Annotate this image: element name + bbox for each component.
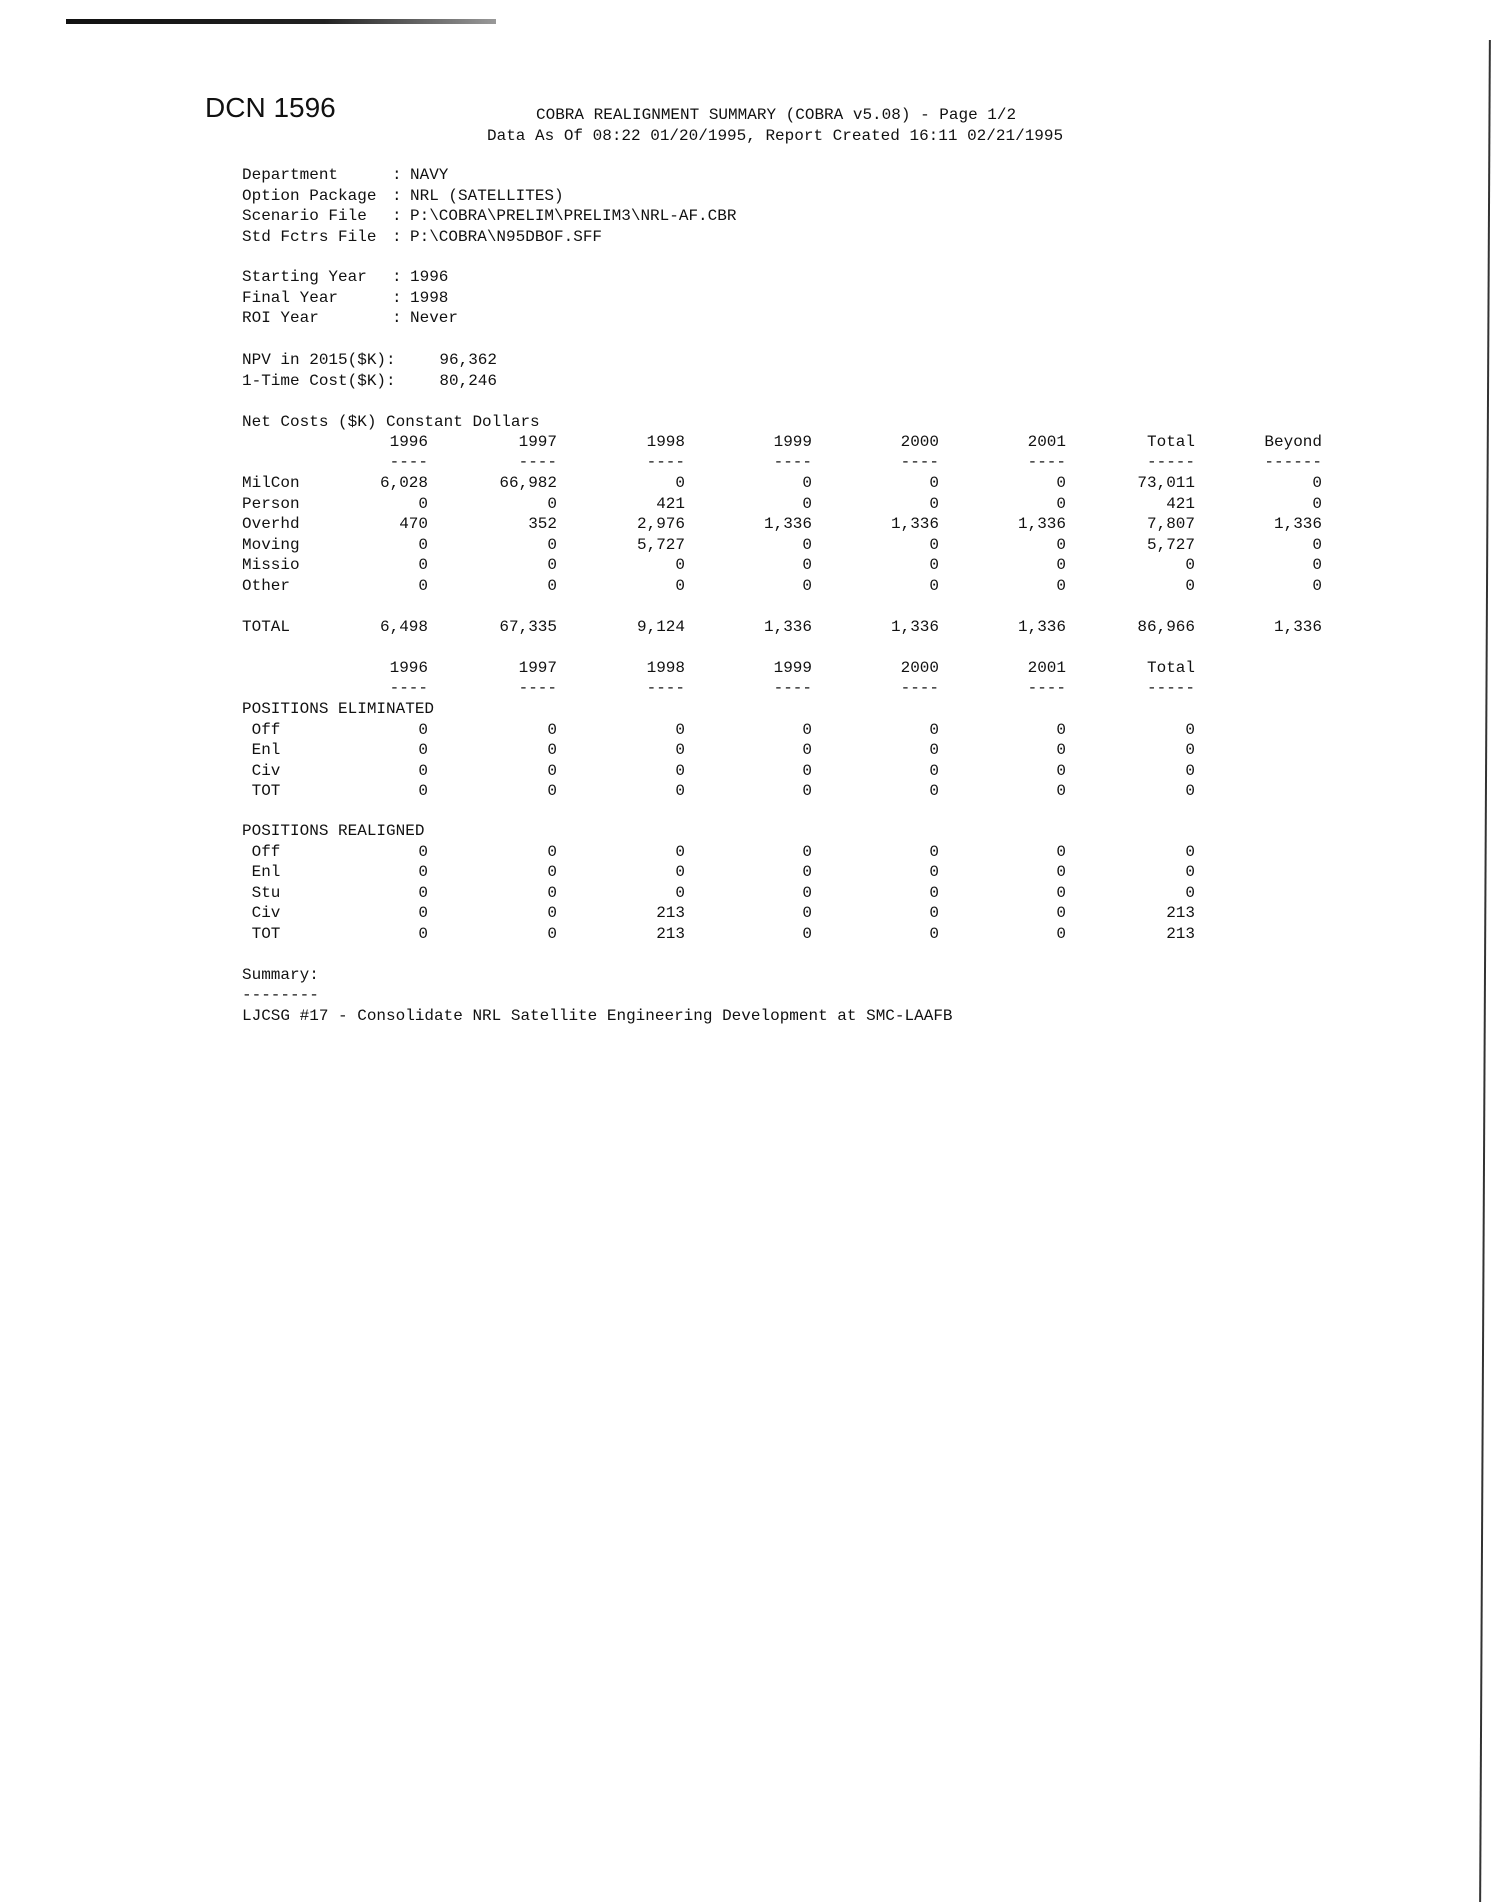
cell-value: 0 [802,741,812,759]
column-header: 2000 [900,659,939,677]
cell-value: 0 [929,924,939,943]
cell-value: 0 [802,904,812,922]
column-header: 1996 [389,433,428,451]
cell-value: 0 [929,741,939,759]
field-label: Option Package [242,186,387,205]
cell-value: 0 [675,863,685,881]
column-divider: ---- [389,679,428,697]
cell-value: 0 [547,842,557,861]
cell-value: 5,727 [1146,535,1195,554]
field-label: Std Fctrs File [242,227,387,246]
cell-value: 0 [675,576,685,595]
cell-value: 0 [547,904,557,922]
cell-value: 0 [418,863,428,881]
cell-value: 0 [418,761,428,780]
row-label: Overhd [242,515,300,533]
summary-divider: -------- [242,986,319,1004]
field-label: Final Year [242,288,387,307]
field-value: 1998 [410,288,449,307]
row-label: TOT [242,782,281,800]
cell-value: 0 [418,904,428,922]
cell-value: 0 [1185,576,1195,595]
row-label: Civ [242,904,281,922]
cell-value: 0 [802,863,812,881]
cell-value: 0 [675,556,685,574]
cell-value: 0 [1056,556,1066,574]
field-value: P:\COBRA\N95DBOF.SFF [410,227,603,246]
total-value: 9,124 [636,618,685,636]
column-divider: ---- [518,453,557,471]
cell-value: 0 [929,782,939,800]
total-value: 67,335 [499,618,557,636]
column-header: Beyond [1264,433,1322,451]
cell-value: 0 [929,535,939,554]
cell-value: 0 [1056,904,1066,922]
cell-value: 0 [929,883,939,902]
row-label: Enl [242,741,281,759]
cell-value: 0 [418,842,428,861]
report-subtitle: Data As Of 08:22 01/20/1995, Report Created 16:11 02/21/1995 [487,127,1064,145]
cell-value: 1,336 [763,515,812,533]
row-label: MilCon [242,474,300,492]
cell-value: 0 [1312,556,1322,574]
section-title: POSITIONS ELIMINATED [242,700,435,718]
column-header: Total [1146,433,1195,451]
cell-value: 421 [656,494,685,513]
row-label: Missio [242,556,300,574]
total-label: TOTAL [242,618,291,636]
cell-value: 7,807 [1146,515,1195,533]
cell-value: 0 [418,535,428,554]
field-value: NAVY [410,166,449,184]
column-header: 1997 [518,659,557,677]
column-divider: ---- [389,453,428,471]
column-divider: ------ [1264,453,1322,471]
row-label: Off [242,720,281,739]
summary-label: Summary: [242,966,319,984]
cell-value: 0 [418,782,428,800]
total-value: 1,336 [890,618,939,636]
cell-value: 0 [1056,761,1066,780]
total-value: 1,336 [1273,618,1322,636]
cell-value: 0 [547,556,557,574]
scan-artifact-bar [66,19,496,24]
cell-value: 0 [418,556,428,574]
field-value: P:\COBRA\PRELIM\PRELIM3\NRL-AF.CBR [410,207,737,225]
cell-value: 0 [547,782,557,800]
cost-label: 1-Time Cost($K): [242,371,396,390]
cell-value: 0 [1056,883,1066,902]
cell-value: 0 [802,883,812,902]
column-header: 1997 [518,433,557,451]
cell-value: 0 [1312,535,1322,554]
total-value: 86,966 [1137,618,1195,636]
cell-value: 0 [547,883,557,902]
column-divider: ---- [773,453,812,471]
cell-value: 0 [675,741,685,759]
cell-value: 1,336 [1017,515,1066,533]
total-value: 1,336 [763,618,812,636]
column-divider: ---- [1027,679,1066,697]
cell-value: 0 [1185,720,1195,739]
cell-value: 0 [929,761,939,780]
field-value: NRL (SATELLITES) [410,186,564,205]
cell-value: 0 [802,556,812,574]
row-label: TOT [242,924,281,943]
cell-value: 2,976 [636,515,685,533]
field-label: Department [242,166,387,184]
cell-value: 0 [418,576,428,595]
summary-text: LJCSG #17 - Consolidate NRL Satellite Engineering Development at SMC-LAAFB [242,1007,953,1025]
cell-value: 0 [675,782,685,800]
column-header: Total [1146,659,1195,677]
cell-value: 0 [1056,576,1066,595]
cell-value: 73,011 [1137,474,1195,492]
cell-value: 0 [802,924,812,943]
column-header: 1998 [646,433,685,451]
cell-value: 0 [675,761,685,780]
cell-value: 0 [1185,782,1195,800]
column-header: 2000 [900,433,939,451]
cell-value: 6,028 [379,474,428,492]
cell-value: 0 [1056,474,1066,492]
column-divider: ---- [1027,453,1066,471]
cell-value: 0 [1056,741,1066,759]
colon: : [392,309,412,327]
cell-value: 0 [802,535,812,554]
cell-value: 1,336 [890,515,939,533]
cell-value: 0 [802,576,812,595]
cell-value: 470 [399,515,428,533]
cell-value: 0 [675,842,685,861]
net-costs-title: Net Costs ($K) Constant Dollars [242,413,540,431]
dcn-number: DCN 1596 [205,92,336,123]
cell-value: 0 [675,720,685,739]
field-label: ROI Year [242,309,387,327]
cell-value: 0 [1056,782,1066,800]
cell-value: 0 [547,761,557,780]
cost-label: NPV in 2015($K): [242,351,396,369]
row-label: Moving [242,535,300,554]
cell-value: 0 [547,924,557,943]
cell-value: 0 [802,782,812,800]
cell-value: 0 [802,761,812,780]
cell-value: 352 [528,515,557,533]
cell-value: 0 [802,720,812,739]
cell-value: 0 [418,720,428,739]
cost-value: 96,362 [439,351,497,369]
cell-value: 0 [418,494,428,513]
row-label: Other [242,576,291,595]
column-divider: ---- [646,453,685,471]
cell-value: 0 [1185,761,1195,780]
cell-value: 213 [656,904,685,922]
column-divider: ---- [773,679,812,697]
cell-value: 0 [1056,494,1066,513]
cell-value: 0 [1312,576,1322,595]
cell-value: 0 [1185,883,1195,902]
cell-value: 0 [1056,720,1066,739]
column-header: 1998 [646,659,685,677]
field-value: 1996 [410,268,449,286]
cell-value: 0 [547,863,557,881]
cell-value: 0 [1312,494,1322,513]
total-value: 6,498 [379,618,428,636]
colon: : [392,166,412,184]
column-header: 1996 [389,659,428,677]
cell-value: 213 [1166,904,1195,922]
cell-value: 0 [1185,556,1195,574]
cell-value: 0 [929,474,939,492]
cell-value: 0 [929,842,939,861]
row-label: Off [242,842,281,861]
cell-value: 0 [1056,924,1066,943]
cell-value: 0 [929,556,939,574]
colon: : [392,288,412,307]
colon: : [392,227,412,246]
colon: : [392,268,412,286]
cell-value: 0 [1056,842,1066,861]
cell-value: 0 [418,883,428,902]
cell-value: 0 [802,474,812,492]
field-label: Starting Year [242,268,387,286]
cell-value: 0 [1056,535,1066,554]
colon: : [392,186,412,205]
cell-value: 0 [547,741,557,759]
column-divider: ---- [646,679,685,697]
cell-value: 0 [547,494,557,513]
cell-value: 66,982 [499,474,557,492]
section-title: POSITIONS REALIGNED [242,822,425,840]
cell-value: 1,336 [1273,515,1322,533]
cell-value: 0 [547,576,557,595]
column-divider: ----- [1146,453,1195,471]
column-divider: ---- [518,679,557,697]
page-edge [1479,40,1491,1902]
cell-value: 0 [547,720,557,739]
column-header: 2001 [1027,433,1066,451]
cell-value: 0 [675,883,685,902]
cell-value: 0 [1185,842,1195,861]
column-divider: ----- [1146,679,1195,697]
column-divider: ---- [900,453,939,471]
column-header: 2001 [1027,659,1066,677]
cell-value: 0 [547,535,557,554]
cell-value: 0 [802,494,812,513]
cell-value: 213 [656,924,685,943]
cost-value: 80,246 [439,371,497,390]
report-title: COBRA REALIGNMENT SUMMARY (COBRA v5.08) - Page 1/2 [536,106,1017,124]
cell-value: 0 [1312,474,1322,492]
field-value: Never [410,309,459,327]
cell-value: 0 [418,741,428,759]
cell-value: 0 [929,720,939,739]
cell-value: 421 [1166,494,1195,513]
total-value: 1,336 [1017,618,1066,636]
cell-value: 0 [802,842,812,861]
column-header: 1999 [773,659,812,677]
row-label: Civ [242,761,281,780]
cell-value: 0 [929,576,939,595]
row-label: Enl [242,863,281,881]
cell-value: 0 [1185,741,1195,759]
cell-value: 0 [1056,863,1066,881]
cell-value: 213 [1166,924,1195,943]
cell-value: 0 [418,924,428,943]
colon: : [392,207,412,225]
cell-value: 0 [929,904,939,922]
field-label: Scenario File [242,207,387,225]
row-label: Person [242,494,300,513]
cell-value: 0 [929,863,939,881]
cell-value: 0 [675,474,685,492]
cell-value: 0 [1185,863,1195,881]
column-header: 1999 [773,433,812,451]
row-label: Stu [242,883,281,902]
column-divider: ---- [900,679,939,697]
cell-value: 0 [929,494,939,513]
cell-value: 5,727 [636,535,685,554]
